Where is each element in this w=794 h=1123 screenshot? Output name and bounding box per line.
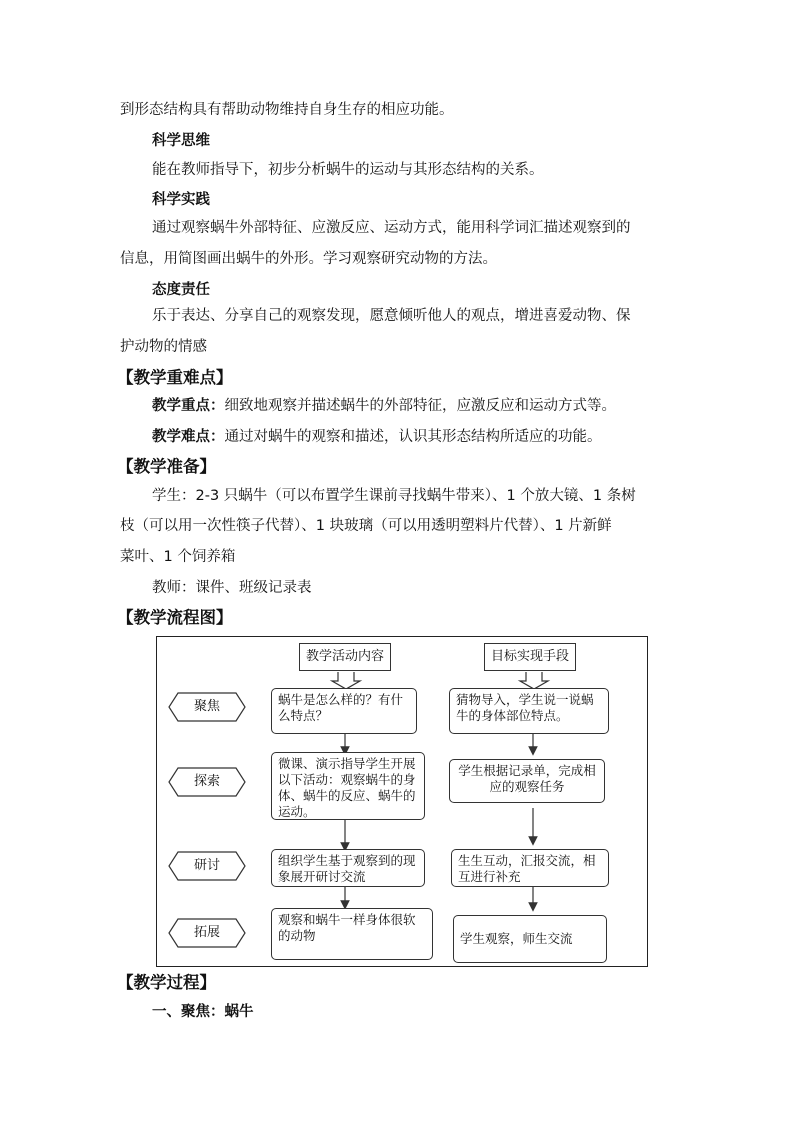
- teacher-line: 教师：课件、班级记录表: [152, 580, 312, 596]
- header-arrow-left: [332, 672, 360, 689]
- preparation-heading: 【教学准备】: [117, 457, 216, 476]
- stage-extend-label: 拓展: [193, 925, 220, 940]
- focus-point: [152, 396, 616, 416]
- difficulty-point: [152, 427, 602, 447]
- key-points-heading: 【教学重难点】: [117, 368, 233, 387]
- header-activity-content: 教学活动内容: [299, 643, 391, 671]
- stage-focus-label: 聚焦: [193, 699, 220, 714]
- flowchart: [156, 636, 648, 967]
- difficulty-label: 教学难点：: [152, 429, 225, 445]
- stage-focus: [168, 692, 246, 722]
- activity-extend: 观察和蜗牛一样身体很软的动物: [271, 908, 433, 960]
- practice-line-2: 信息，用简图画出蜗牛的外形。学习观察研究动物的方法。: [120, 251, 497, 267]
- stage-discuss: [168, 851, 246, 881]
- stage-extend: [168, 918, 246, 948]
- activity-focus: 蜗牛是怎么样的？有什么特点？: [271, 688, 417, 734]
- header-goal-means: 目标实现手段: [484, 643, 576, 671]
- attitude-line-2: 护动物的情感: [120, 339, 207, 355]
- means-focus: 猜物导入，学生说一说蜗牛的身体部位特点。: [449, 688, 609, 734]
- intro-line: 到形态结构具有帮助动物维持自身生存的相应功能。: [120, 102, 454, 118]
- process-heading: 【教学过程】: [117, 973, 216, 992]
- attitude-line-1: 乐于表达、分享自己的观察发现，愿意倾听他人的观点，增进喜爱动物、保: [152, 308, 631, 324]
- means-explore: 学生根据记录单，完成相应的观察任务: [449, 759, 605, 803]
- thinking-title: 科学思维: [152, 133, 210, 149]
- thinking-text: 能在教师指导下，初步分析蜗牛的运动与其形态结构的关系。: [152, 162, 544, 178]
- stage-explore-label: 探索: [193, 774, 220, 789]
- student-line-2: 枝（可以用一次性筷子代替）、1 块玻璃（可以用透明塑料片代替）、1 片新鲜: [120, 518, 612, 534]
- practice-line-1: 通过观察蜗牛外部特征、应激反应、运动方式，能用科学词汇描述观察到的: [152, 220, 631, 236]
- means-extend: 学生观察，师生交流: [453, 915, 607, 963]
- student-line-1: 学生：2-3 只蜗牛（可以布置学生课前寻找蜗牛带来）、1 个放大镜、1 条树: [152, 488, 636, 504]
- focus-text: 细致地观察并描述蜗牛的外部特征，应激反应和运动方式等。: [224, 398, 616, 414]
- practice-title: 科学实践: [152, 192, 210, 208]
- process-first-step: 一、聚焦：蜗牛: [152, 1004, 254, 1020]
- stage-discuss-label: 研讨: [193, 858, 220, 873]
- attitude-title: 态度责任: [152, 282, 210, 298]
- student-line-3: 菜叶、1 个饲养箱: [120, 549, 236, 565]
- stage-explore: [168, 767, 246, 797]
- header-arrow-right: [520, 672, 548, 689]
- means-discuss: 生生互动，汇报交流，相互进行补充: [451, 849, 609, 887]
- focus-label: 教学重点：: [152, 398, 225, 414]
- flowchart-heading: 【教学流程图】: [117, 608, 233, 627]
- activity-explore: 微课、演示指导学生开展以下活动：观察蜗牛的身体、蜗牛的反应、蜗牛的运动。: [271, 752, 425, 820]
- activity-discuss: 组织学生基于观察到的现象展开研讨交流: [271, 849, 425, 887]
- difficulty-text: 通过对蜗牛的观察和描述，认识其形态结构所适应的功能。: [224, 429, 602, 445]
